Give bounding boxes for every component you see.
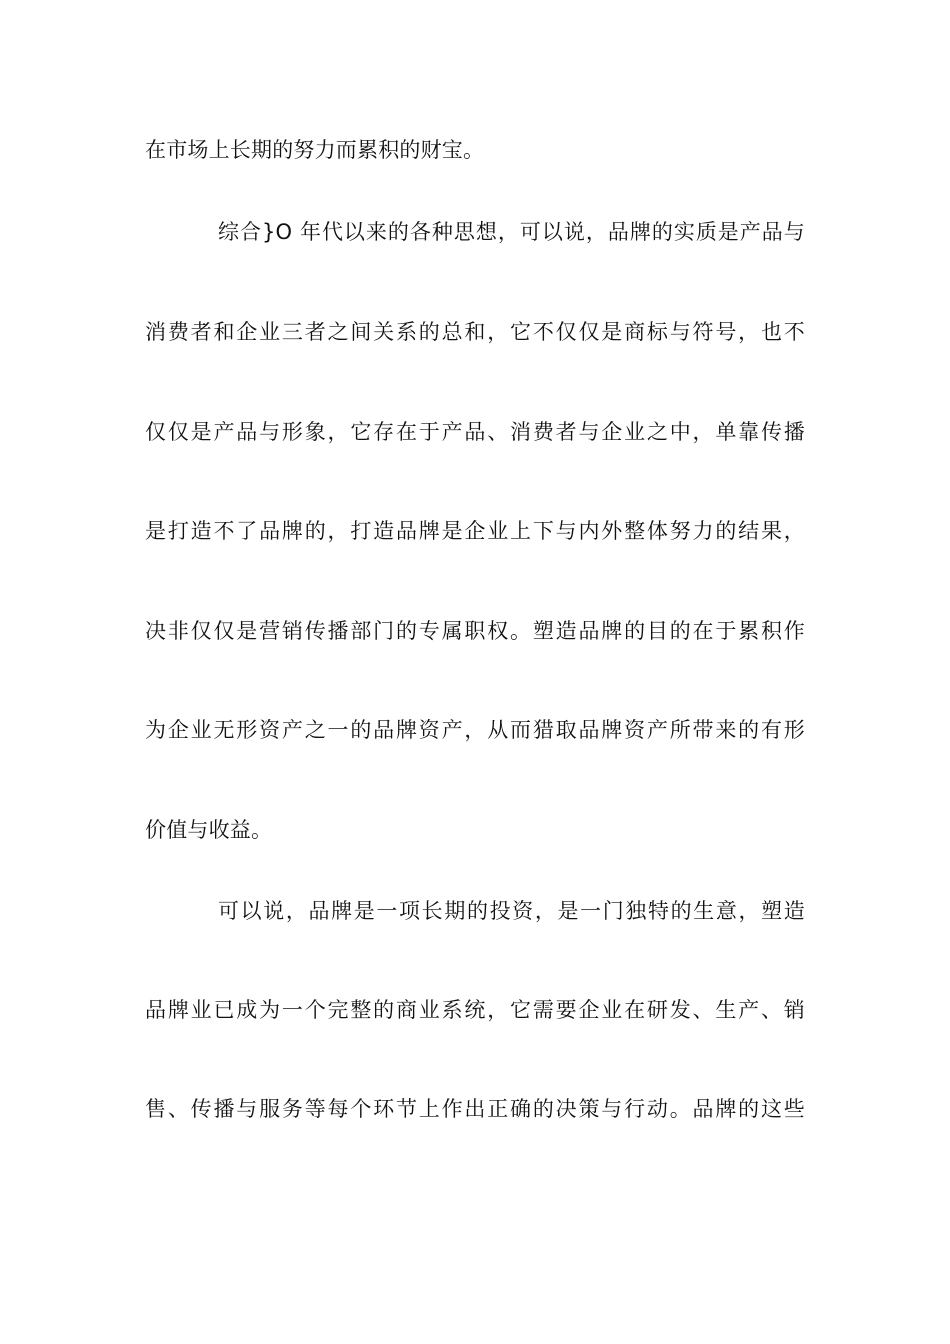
- paragraph-1-line-1: 在市场上长期的努力而累积的财宝。: [145, 138, 485, 162]
- paragraph-2-line-4: 是打造不了品牌的，打造品牌是企业上下与内外整体努力的结果，: [145, 519, 805, 543]
- paragraph-3-line-3: 售、传播与服务等每个环节上作出正确的决策与行动。品牌的这些: [145, 1097, 805, 1121]
- paragraph-2-line-7: 价值与收益。: [145, 818, 273, 842]
- paragraph-2-line-3: 仅仅是产品与形象，它存在于产品、消费者与企业之中，单靠传播: [145, 420, 805, 444]
- paragraph-2-line-1: 综合}O 年代以来的各种思想，可以说，品牌的实质是产品与: [218, 220, 805, 244]
- paragraph-3-line-2: 品牌业已成为一个完整的商业系统，它需要企业在研发、生产、销: [145, 998, 805, 1022]
- paragraph-2-line-6: 为企业无形资产之一的品牌资产，从而猎取品牌资产所带来的有形: [145, 718, 805, 742]
- paragraph-3-line-1: 可以说，品牌是一项长期的投资，是一门独特的生意，塑造: [218, 899, 805, 923]
- paragraph-2-line-2: 消费者和企业三者之间关系的总和，它不仅仅是商标与符号，也不: [145, 320, 805, 344]
- paragraph-2-line-5: 决非仅仅是营销传播部门的专属职权。塑造品牌的目的在于累积作: [145, 619, 805, 643]
